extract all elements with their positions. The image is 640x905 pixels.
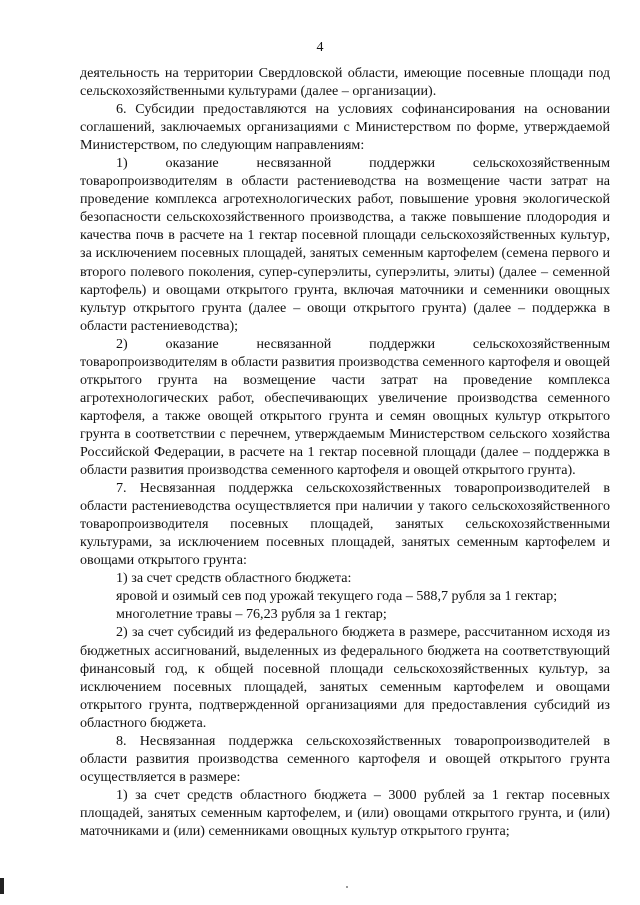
paragraph-clause-8: 8. Несвязанная поддержка сельскохозяйственных товаропроизводителей в области развития производства семенного картофеля и овощей открытого грунта осуществляется в размере: (80, 732, 610, 785)
paragraph-clause-6: 6. Субсидии предоставляются на условиях софинансирования на основании соглашений, заключаемых организациями с Министерством по форме, утверждаемой Министерством, по следующим направлениям: (80, 101, 610, 154)
page-number: 4 (316, 40, 324, 55)
paragraph-spring-winter-sowing: яровой и озимый сев под урожай текущего года – 588,7 рубля за 1 гектар; (116, 588, 558, 605)
document-body (80, 64, 610, 840)
scan-dust-dot (346, 886, 348, 888)
paragraph-clause-7-item-2: 2) за счет субсидий из федерального бюджета в размере, рассчитанном исходя из бюджетных ассигнований, выделенных из федерального бюджета на соответствующий финансовый год, к общей посевной площади сельскохозяйственных культур, за исключением посевных площадей, занятых семенным картофелем и овощами открытого грунта, подтвержденной организациями для предоставления субсидий из областного бюджета. (80, 624, 610, 731)
paragraph-clause-7: 7. Несвязанная поддержка сельскохозяйственных товаропроизводителей в области растениеводства осуществляется при наличии у такого сельскохозяйственного товаропроизводителя посевных площадей, занятых сельскохозяйственными культурами, за исключением посевных площадей, занятых семенным картофелем и овощами открытого грунта: (80, 480, 610, 569)
paragraph-clause-8-item-1: 1) за счет средств областного бюджета – 3000 рублей за 1 гектар посевных площадей, занятых семенным картофелем, и (или) овощами открытого грунта, и (или) маточниками и (или) семенниками овощных культур открытого грунта; (80, 786, 610, 839)
paragraph-clause-7-item-1: 1) за счет средств областного бюджета: (116, 570, 352, 587)
paragraph-continuation: деятельность на территории Свердловской области, имеющие посевные площади под сельскохозяйственными культурами (далее – организации). (80, 65, 610, 100)
scan-edge-mark (0, 878, 4, 894)
paragraph-perennial-grasses: многолетние травы – 76,23 рубля за 1 гектар; (116, 606, 387, 623)
paragraph-clause-6-item-2: 2) оказание несвязанной поддержки сельскохозяйственным товаропроизводителям в области развития производства семенного картофеля и овощей открытого грунта на возмещение части затрат на проведение комплекса агротехнологических работ, обеспечивающих увеличение производства семенного картофеля, а также овощей открытого грунта и семян овощных культур открытого грунта в соответствии с перечнем, утверждаемым Министерством сельского хозяйства Российской Федерации, в расчете на 1 гектар посевной площади (далее – поддержка в области развития производства семенного картофеля и овощей открытого грунта). (80, 335, 610, 479)
paragraph-clause-6-item-1: 1) оказание несвязанной поддержки сельскохозяйственным товаропроизводителям в области растениеводства на возмещение части затрат на проведение комплекса агротехнологических работ, повышение уровня экологической безопасности сельскохозяйственного производства, а также повышение плодородия и качества почв в расчете на 1 гектар посевной площади сельскохозяйственных культур, за исключением посевных площадей, занятых семенным картофелем (семена первого и второго полевого поколения, супер-суперэлиты, суперэлиты, элиты) (далее – семенной картофель) и овощами открытого грунта, включая маточники и семенники овощных культур открытого грунта (далее – овощи открытого грунта) (далее – поддержка в области растениеводства); (80, 155, 610, 334)
